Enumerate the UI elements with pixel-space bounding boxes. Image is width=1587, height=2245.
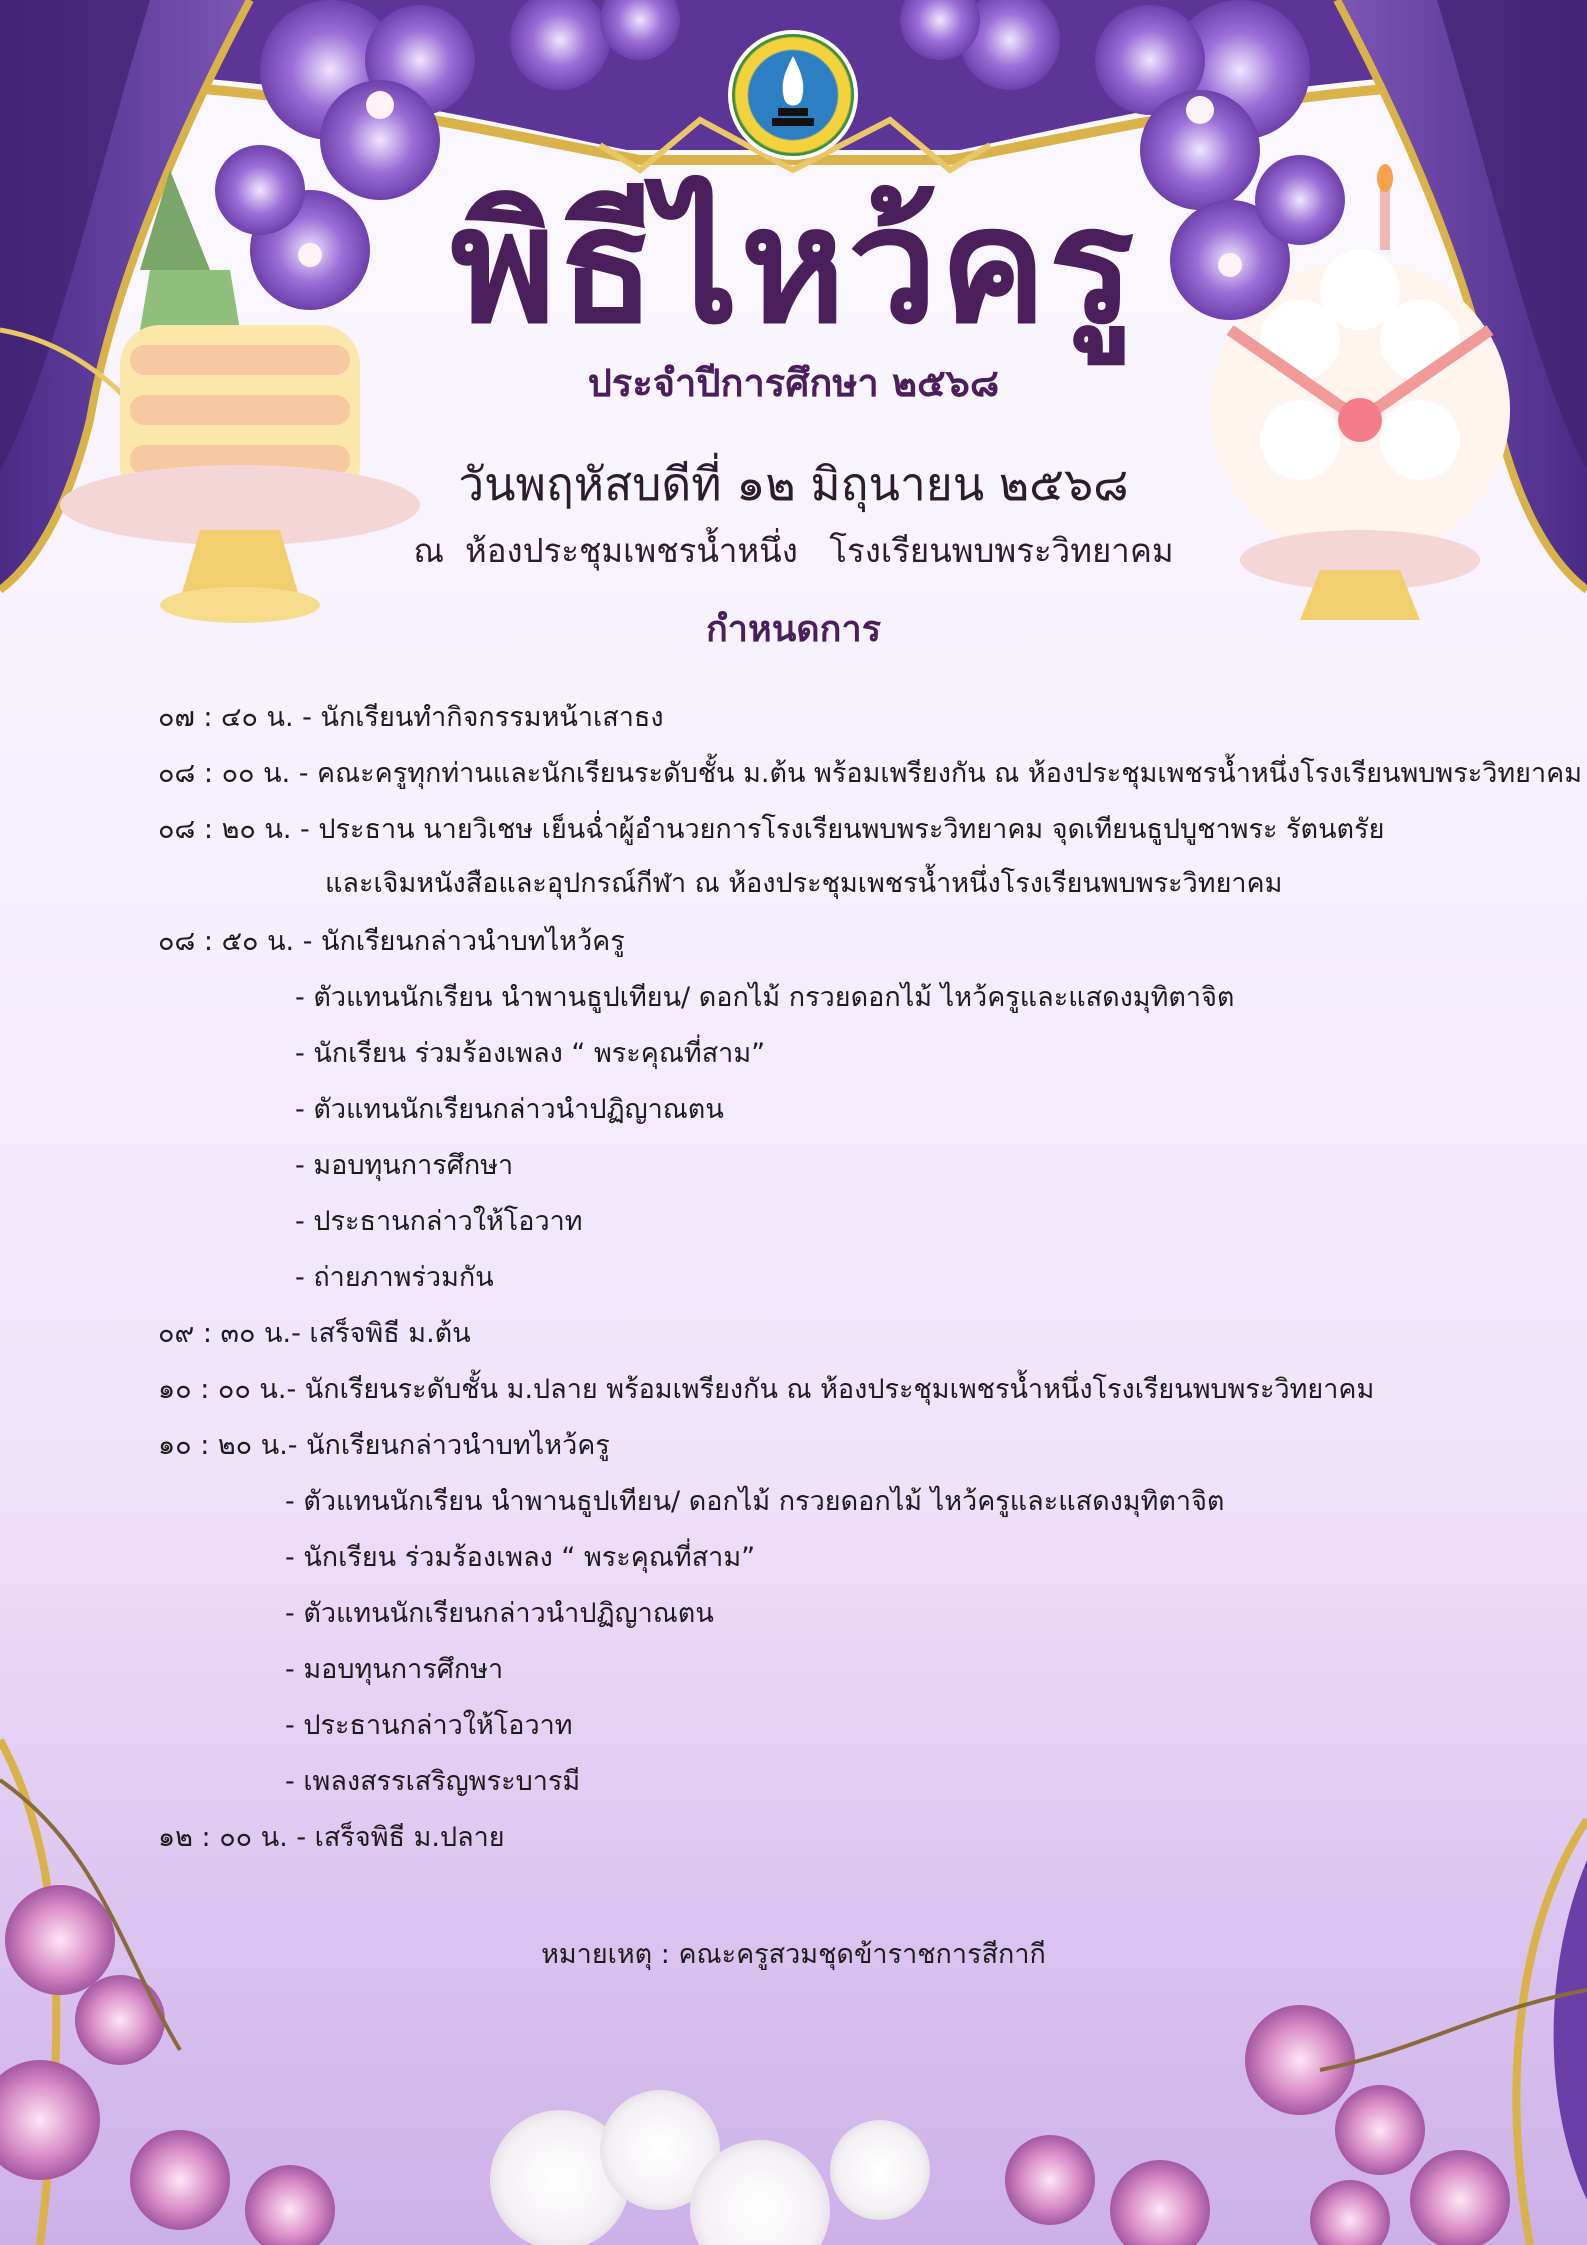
dress-code-note: หมายเหตุ : คณะครูสวมชุดข้าราชการสีกากี [541,1939,1046,1970]
schedule-item: ๑๒ : ๐๐ น. - เสร็จพิธี ม.ปลาย [158,1822,505,1853]
schedule-item: ๐๙ : ๓๐ น.- เสร็จพิธี ม.ต้น [158,1318,471,1349]
schedule-subitem: - ตัวแทนนักเรียน นำพานธูปเทียน/ ดอกไม้ กรวยดอกไม้ ไหว้ครูและแสดงมุทิตาจิต [295,982,1235,1013]
schedule-item: ๑๐ : ๐๐ น.- นักเรียนระดับชั้น ม.ปลาย พร้อมเพรียงกัน ณ ห้องประชุมเพชรน้ำหนึ่งโรงเรียนพบพระวิทยาคม [158,1374,1375,1405]
schedule-subitem: - ตัวแทนนักเรียน นำพานธูปเทียน/ ดอกไม้ กรวยดอกไม้ ไหว้ครูและแสดงมุทิตาจิต [285,1486,1225,1517]
school-emblem-icon [728,30,858,160]
schedule-item: และเจิมหนังสือและอุปกรณ์กีฬา ณ ห้องประชุมเพชรน้ำหนึ่งโรงเรียนพบพระวิทยาคม [325,868,1283,899]
schedule-subitem: - ถ่ายภาพร่วมกัน [295,1262,494,1293]
schedule-subitem: - เพลงสรรเสริญพระบารมี [285,1766,581,1797]
schedule-item: ๐๘ : ๐๐ น. - คณะครูทุกท่านและนักเรียนระดับชั้น ม.ต้น พร้อมเพรียงกัน ณ ห้องประชุมเพชรน้ำหนึ่งโรงเรียนพบพระวิทยาคม [158,758,1583,789]
event-date: วันพฤหัสบดีที่ ๑๒ มิถุนายน ๒๕๖๘ [458,457,1129,511]
schedule-item: ๐๘ : ๒๐ น. - ประธาน นายวิเชษ เย็นฉ่ำผู้อำนวยการโรงเรียนพบพระวิทยาคม จุดเทียนธูปบูชาพระ รัตนตรัย [158,814,1385,845]
page-title: พิธีไหว้ครู [450,171,1137,359]
schedule-subitem: - ตัวแทนนักเรียนกล่าวนำปฏิญาณตน [285,1598,714,1629]
schedule-subitem: - นักเรียน ร่วมร้องเพลง “ พระคุณที่สาม” [285,1542,756,1573]
schedule-subitem: - ตัวแทนนักเรียนกล่าวนำปฏิญาณตน [295,1094,724,1125]
schedule-item: ๑๐ : ๒๐ น.- นักเรียนกล่าวนำบทไหว้ครู [158,1430,610,1461]
schedule-subitem: - ประธานกล่าวให้โอวาท [295,1206,583,1237]
event-venue: ณ ห้องประชุมเพชรน้ำหนึ่ง โรงเรียนพบพระวิทยาคม [413,531,1174,570]
schedule-item: ๐๗ : ๔๐ น. - นักเรียนทำกิจกรรมหน้าเสาธง [158,702,664,733]
schedule-heading: กำหนดการ [705,609,882,650]
schedule-subitem: - นักเรียน ร่วมร้องเพลง “ พระคุณที่สาม” [295,1038,766,1069]
academic-year: ประจำปีการศึกษา ๒๕๖๘ [587,361,1000,405]
schedule-subitem: - มอบทุนการศึกษา [295,1150,514,1181]
schedule-item: ๐๘ : ๕๐ น. - นักเรียนกล่าวนำบทไหว้ครู [158,926,625,957]
schedule-subitem: - ประธานกล่าวให้โอวาท [285,1710,573,1741]
schedule-subitem: - มอบทุนการศึกษา [285,1654,504,1685]
